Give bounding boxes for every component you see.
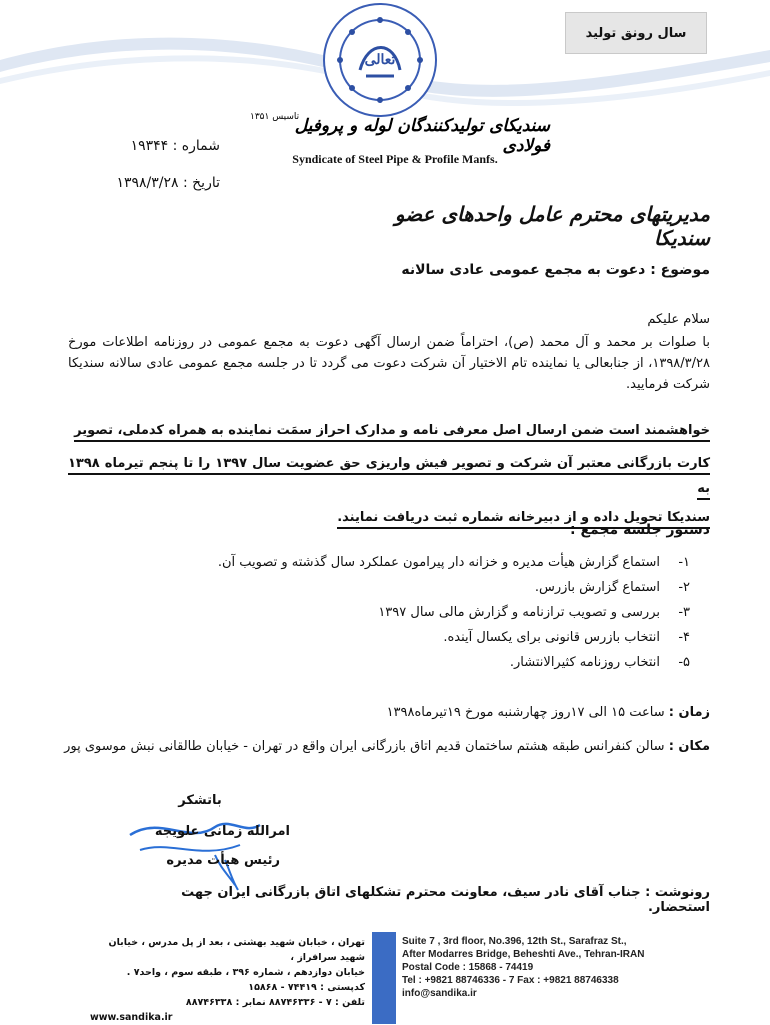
footer-address-fa: تهران ، خیابان شهید بهشتی ، بعد از پل مدرس ، خیابان شهید سرافراز ، خیابان دوازدهم ، شماره ۳۹۶ ، طبقه سوم ، واحد۷ . کدپستی : ۷۴۴۱۹ - ۱۵۸۶۸ تلفن : ۷ - ۸۸۷۴۶۳۳۶ نمابر : ۸۸۷۴۶۳۳۸ www.sandika.ir bbox=[90, 937, 365, 1023]
agenda-item: ۴-انتخاب بازرس قانونی برای یکسال آینده. bbox=[443, 630, 690, 645]
letter-number: شماره : ۱۹۳۴۴ bbox=[130, 138, 220, 154]
body-paragraph: با صلوات بر محمد و آل محمد (ص)، احتراماً ضمن ارسال آگهی دعوت به مجمع عمومی در روزنامه اطلاعات مورخ ۱۳۹۸/۳/۲۸، از جنابعالی یا نماینده تام الاختیار آن شرکت دعوت می گردد تا در جلسه مجمع عمومی عادی سالانه سندیکا شرکت فرمایید. bbox=[68, 335, 710, 392]
signer-name: امرالله زمانی علویجه bbox=[154, 824, 290, 839]
carbon-copy: رونوشت : جناب آقای نادر سیف، معاونت محترم تشکلهای اتاق بازرگانی ایران جهت استحضار. bbox=[181, 885, 710, 915]
established-note: تاسیس ۱۳۵۱ bbox=[250, 112, 300, 122]
letter-date: تاریخ : ۱۳۹۸/۳/۲۸ bbox=[116, 175, 220, 191]
time-value: ساعت ۱۵ الی ۱۷روز چهارشنبه مورخ ۱۹تیرماه۱۳۹۸ bbox=[386, 705, 665, 720]
email-link[interactable]: info@sandika.ir bbox=[402, 988, 477, 999]
agenda-item: ۱-استماع گزارش هیأت مدیره و خزانه دار پیرامون عملکرد سال گذشته و تصویب آن. bbox=[217, 555, 690, 570]
greeting: سلام علیکم bbox=[647, 312, 710, 327]
recipient: مدیریتهای محترم عامل واحدهای عضو سندیکا bbox=[394, 202, 710, 250]
requirements-notice bbox=[68, 418, 710, 530]
syndicate-logo bbox=[308, 0, 453, 125]
requirements-line-1: خواهشمند است ضمن ارسال اصل معرفی نامه و مدارک احراز سمَت نماینده به همراه کدملی، تصویر bbox=[74, 423, 710, 442]
place-value: سالن کنفرانس طبقه هشتم ساختمان قدیم اتاق بازرگانی ایران واقع در تهران - خیابان طالقانی نبش موسوی پور bbox=[64, 739, 665, 754]
signer-title: رئیس هیأت مدیره bbox=[166, 853, 280, 868]
agenda-item: ۵-انتخاب روزنامه کثیرالانتشار. bbox=[509, 655, 690, 670]
footer-address-en: Suite 7 , 3rd floor, No.396, 12th St., Sarafraz St., After Modarres Bridge, Beheshti Ave., Tehran-IRAN Postal Code : 15868 - 74419 Tel : +9821 88746336 - 7 Fax : +9821 88746338 info@sandika.ir bbox=[402, 935, 702, 1000]
place-label: مکان : bbox=[668, 739, 710, 754]
website-link[interactable]: www.sandika.ir bbox=[90, 1012, 173, 1023]
meeting-time bbox=[120, 705, 710, 720]
agenda-item: ۲-استماع گزارش بازرس. bbox=[534, 580, 690, 595]
meeting-place bbox=[60, 735, 710, 759]
agenda-list bbox=[100, 550, 690, 675]
requirements-line-2: کارت بازرگانی معتبر آن شرکت و تصویر فیش واریزی حق عضویت سال ۱۳۹۷ را تا پنجم تیرماه ۱۳۹۸ به bbox=[68, 456, 710, 500]
agenda-item: ۳-بررسی و تصویب ترازنامه و گزارش مالی سال ۱۳۹۷ bbox=[378, 605, 690, 620]
org-name-en: Syndicate of Steel Pipe & Profile Manfs. bbox=[292, 152, 498, 166]
handwritten-signature bbox=[120, 805, 280, 895]
closing-thanks: باتشکر bbox=[178, 793, 222, 808]
org-name-fa: سندیکای تولیدکنندگان لوله و پروفیل فولادی bbox=[294, 116, 550, 156]
subject-line: موضوع : دعوت به مجمع عمومی عادی سالانه bbox=[401, 262, 710, 278]
footer-divider bbox=[372, 932, 396, 1024]
agenda-title: دستور جلسه مجمع : bbox=[570, 522, 710, 538]
time-label: زمان : bbox=[668, 705, 710, 720]
logo-emblem-text: تعالی bbox=[364, 52, 396, 68]
requirements-line-3: سندیکا تحویل داده و از دبیرخانه شماره ثبت دریافت نمایند. bbox=[337, 510, 710, 529]
year-slogan-badge: سال رونق تولید bbox=[565, 12, 707, 54]
